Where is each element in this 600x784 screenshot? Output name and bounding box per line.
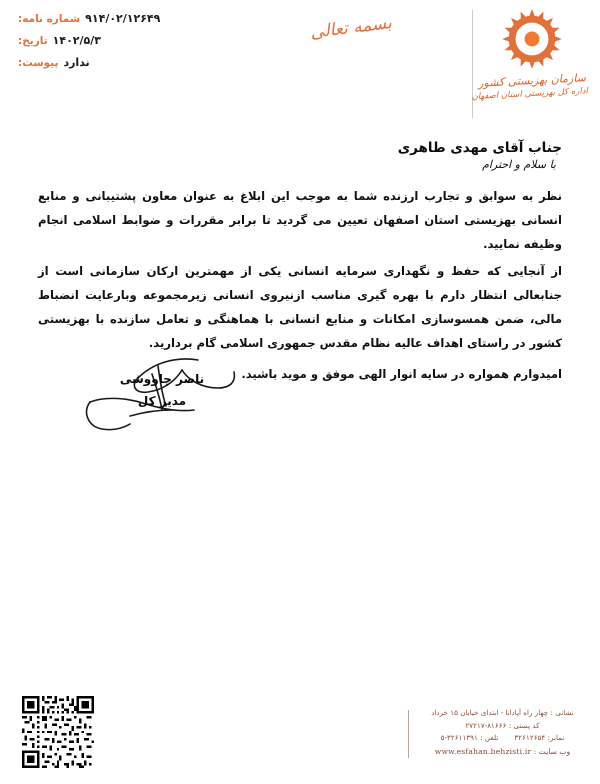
letter-attachment-row: [18, 56, 248, 69]
footer-postal-code-label: کد پستی :: [508, 720, 540, 730]
footer-phone-label: تلفن :: [480, 733, 499, 743]
letter-attachment-label: پیوست:: [18, 57, 59, 69]
footer-website-value[interactable]: www.esfahan.behzisti.ir: [434, 746, 532, 756]
letter-date-row: [18, 34, 248, 47]
letter-body: [38, 140, 562, 387]
letterhead: [0, 0, 600, 130]
footer-fax-value: ۳۲۶۱۲۶۵۴: [514, 733, 546, 743]
footer-fax-group: [514, 732, 564, 745]
qr-code: [22, 696, 94, 768]
signatory-title: مدیر کل: [137, 394, 187, 408]
basmala-text: بسمه تعالی: [309, 13, 393, 43]
behzisti-flower-emblem-icon: [501, 8, 563, 70]
footer-website-label: وب سایت :: [533, 746, 571, 756]
footer-contact-block: [415, 707, 590, 758]
letter-number-label: شماره نامه:: [18, 13, 81, 25]
letter-date-label: تاریخ:: [18, 35, 48, 47]
salutation-text: با سلام و احترام: [482, 158, 556, 171]
footer-phone-fax-row: [415, 732, 590, 745]
letter-meta-block: [18, 12, 248, 78]
signatory-name: ناصر چاووشی: [119, 372, 205, 386]
footer-website-row: [415, 745, 590, 758]
recipient-name: جناب آقای مهدی طاهری: [397, 140, 562, 156]
body-closing: امیدوارم همواره در سایه انوار الهی موفق و موید باشید.: [241, 367, 562, 382]
footer-postal-code-value: ۸۱۶۶۶-۲۷۲۱۷: [465, 720, 507, 730]
footer-phone-value: ۳۲۶۱۱۳۹۱-۵: [440, 733, 478, 743]
organization-logo-block: [471, 8, 589, 103]
letter-date-value: ۱۴۰۲/۵/۳: [52, 34, 101, 47]
body-paragraph-2: از آنجایی که حفظ و نگهداری سرمایه انسانی یکی از مهمترین ارکان سازمانی است از جنابعالی انتظار دارم با بهره گیری مناسب ازنیروی انسانی زیرمجموعه وبارعایت انضباط مالی، ضمن همسوسازی امکانات و منابع انسانی با هماهنگی و تعامل سازنده با بهزیستی کشور در راستای اهداف عالیه نظام مقدس جمهوری اسلامی گام بردارید.: [38, 264, 562, 350]
letter-attachment-value: ندارد: [63, 56, 90, 69]
letter-number-value: ۹۱۴/۰۲/۱۲۶۴۹: [85, 12, 161, 25]
letter-footer: [0, 690, 600, 770]
footer-fax-label: نمابر:: [547, 733, 565, 743]
body-paragraph-1: نظر به سوابق و تجارب ارزنده شما به موجب این ابلاغ به عنوان معاون پشتیبانی و منابع انسانی بهزیستی استان اصفهان تعیین می گردید تا برابر مقررات و ضوابط اسلامی انجام وظیفه نمایید.: [38, 189, 562, 251]
signature-block: [72, 372, 252, 408]
footer-phone-group: [441, 732, 499, 745]
organization-unit: اداره کل بهزیستی استان اصفهان: [471, 86, 589, 103]
letter-number-row: [18, 12, 248, 25]
footer-divider: [408, 710, 409, 758]
footer-address: نشانی : چهار راه آپادانا - ابتدای خیابان ۱۵ خرداد: [431, 707, 574, 717]
footer-postal-code-row: [415, 720, 590, 733]
organization-name: سازمان بهزیستی کشور: [477, 71, 587, 90]
